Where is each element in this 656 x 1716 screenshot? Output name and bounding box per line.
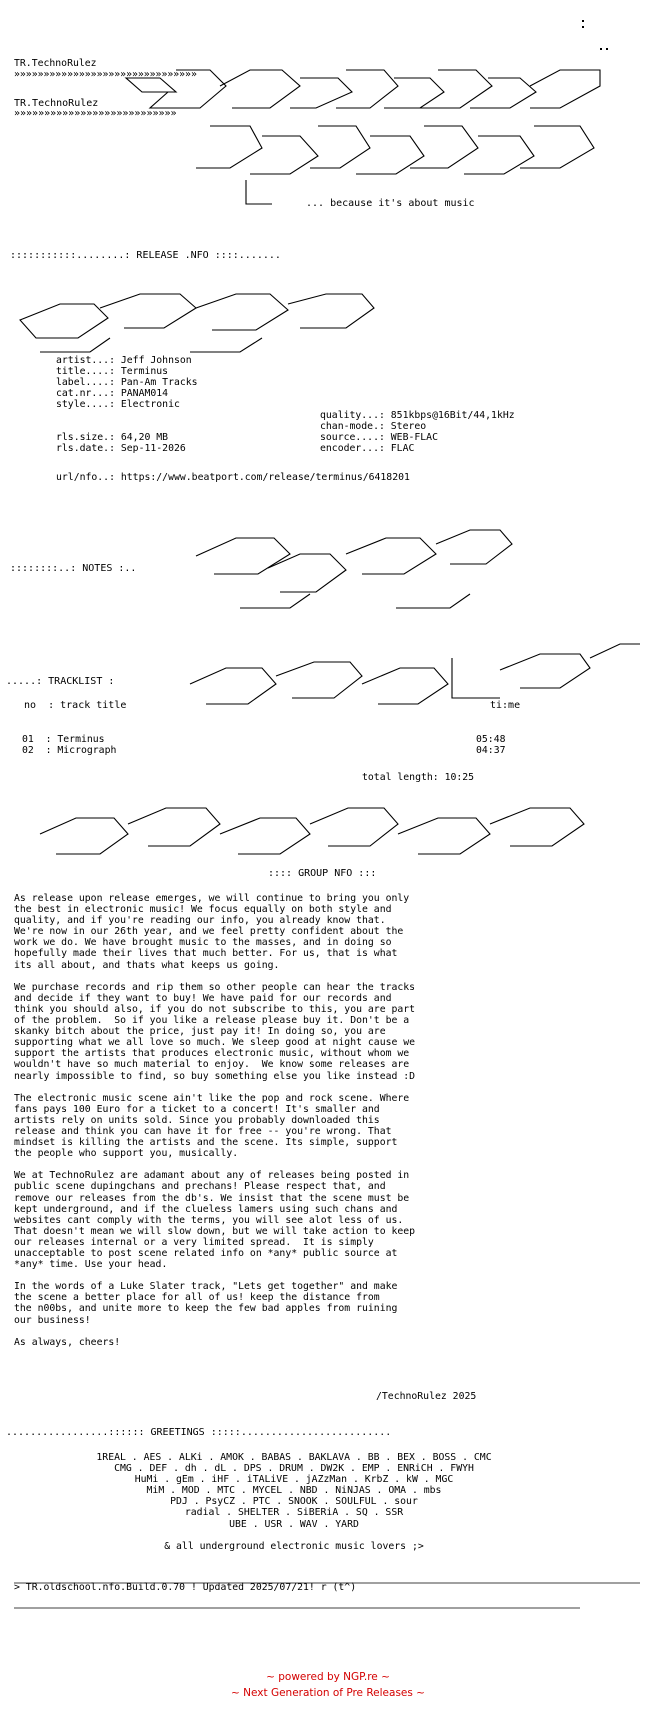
- source-label: source....:: [320, 432, 391, 444]
- col-no: no: [24, 700, 37, 711]
- rlsdate-label: rls.date.:: [56, 443, 121, 455]
- track-no: 01: [22, 734, 34, 745]
- greetings-line: MiM . MOD . MTC . MYCEL . NBD . NiNJAS . OMA . mbs: [146, 1485, 442, 1497]
- group-paragraph-5: In the words of a Luke Slater track, "Lets get together" and make the scene a better place for all of us! keep the distance from the n00bs, and unite more to keep the few bad apples from ruining our business!: [14, 1281, 398, 1326]
- tracklist-title: : TRACKLIST :: [36, 676, 115, 687]
- catnr-value: PANAM014: [120, 388, 169, 400]
- greetings-line: UBE . USR . WAV . YARD: [229, 1518, 359, 1530]
- group-paragraph-6: As always, cheers!: [14, 1336, 121, 1348]
- greetings-list: [14, 1452, 574, 1552]
- track-list: [22, 734, 502, 756]
- rlssize-value: 64,20 MB: [120, 432, 169, 443]
- group-tag: TR.TechnoRulez: [14, 58, 97, 70]
- group-paragraph-3: The electronic music scene ain't like the pop and rock scene. Where fans pays 100 Euro for a ticket to a concert! It's smaller and artists rely on units sold. Since you probably downloaded this release and think you can have it for free -- you're wrong. That mindset is killing the artists and the scene. Its simple, support the people who support you, musically.: [14, 1092, 410, 1160]
- url-value: https://www.beatport.com/release/terminus/6418201: [120, 472, 410, 483]
- title-label: title....:: [56, 366, 121, 378]
- greetings-line: HuMi . gEm . iHF . iTALiVE . jAZzMan . KrbZ . kW . MGC: [134, 1474, 454, 1486]
- greetings-line: radial . SHELTER . SiBERiA . SQ . SSR: [184, 1507, 404, 1519]
- quality-label: quality...:: [320, 410, 391, 421]
- header-rule: »»»»»»»»»»»»»»»»»»»»»»»»»»»»»»»: [14, 69, 197, 81]
- nfo-text: [14, 14, 654, 81]
- release-nfo-header-line: :::::::::::........: RELEASE .NFO ::::.......: [10, 250, 281, 261]
- header-row: [14, 36, 85, 47]
- powered-by-text: ~ powered by NGP.re ~: [266, 1671, 390, 1683]
- rlssize-label: rls.size.:: [56, 432, 121, 443]
- chanmode-label: chan-mode.:: [320, 421, 391, 433]
- greetings-title: :::::: GREETINGS :::::: [108, 1427, 241, 1438]
- tech-info-left: [56, 432, 656, 454]
- tagline: ... because it's about music: [306, 198, 475, 209]
- col-title: : track title: [48, 700, 127, 711]
- technorulez-logo-art: [126, 70, 600, 204]
- group-tag-text: TR.TechnoRulez: [14, 98, 99, 109]
- label-label: label....:: [56, 377, 121, 389]
- track-row: 01 : Terminus: [22, 734, 105, 745]
- tracklist-header-line: .....: TRACKLIST :: [6, 676, 115, 687]
- label-value: Pan-Am Tracks: [120, 377, 198, 389]
- encoder-value: FLAC: [390, 443, 415, 455]
- group-logo-art: [40, 808, 584, 854]
- track-title: Micrograph: [57, 745, 117, 757]
- greetings-closing: & all underground electronic music lovers ;>: [164, 1540, 424, 1552]
- footer-tagline: ~ Next Generation of Pre Releases ~: [231, 1687, 425, 1699]
- signature: /TechnoRulez 2025: [376, 1391, 477, 1402]
- chanmode-value: Stereo: [390, 421, 427, 433]
- track-time: 05:48: [476, 734, 506, 745]
- title-value: Terminus: [120, 366, 169, 378]
- notes-title: : NOTES :: [70, 563, 125, 574]
- greetings-line: 1REAL . AES . ALKi . AMOK . BABAS . BAKLAVA . BB . BEX . BOSS . CMC: [96, 1452, 492, 1463]
- group-paragraph-4: We at TechnoRulez are adamant about any of releases being posted in public scene dupingchans and prechans! Please respect that, and remove our releases from the db's. We insist that the scene must be kept underground, and if the clueless lamers using such chans and websites cant comply with the terms, you will see alot less of us. That doesn't mean we will slow down, but we will take action to keep our releases internal or a very limited spread. It is simply unacceptable to post scene related info on *any* public source at *any* time. Use your head.: [14, 1170, 416, 1271]
- encoder-label: encoder...:: [320, 443, 391, 455]
- greetings-line: CMG . DEF . dh . dL . DPS . DRUM . DW2K . EMP . ENRiCH . FWYH: [114, 1463, 474, 1475]
- artist-value: Jeff Johnson: [120, 355, 192, 366]
- notes-header-line: ::::::::..: NOTES :..: [10, 563, 137, 574]
- col-time: ti:me: [490, 700, 521, 711]
- style-value: Electronic: [120, 399, 180, 411]
- group-nfo-header: :::: GROUP NFO :::: [268, 868, 377, 879]
- url-label: url/nfo..:: [56, 472, 121, 483]
- track-times: [476, 734, 536, 756]
- track-no: 02: [22, 745, 34, 757]
- tracklist-columns: [24, 700, 126, 711]
- source-value: WEB-FLAC: [390, 432, 438, 444]
- total-length: total length: 10:25: [362, 772, 475, 783]
- url-line: [56, 472, 656, 483]
- quality-value: 851kbps@16Bit/44,1kHz: [390, 410, 515, 421]
- artist-label: artist...:: [56, 355, 121, 366]
- greetings-line: PDJ . PsyCZ . PTC . SNOOK . SOULFUL . sour: [170, 1496, 418, 1508]
- greetings-header: .................:::::: GREETINGS :::::.........................: [6, 1427, 392, 1438]
- status-bar: > TR.oldschool.nfo.Build.0.70 ! Updated 2025/07/21! r (t^): [14, 1582, 357, 1593]
- group-nfo-body: [14, 893, 574, 1348]
- track-row: 02 : Micrograph: [22, 745, 117, 757]
- release-logo-art: [20, 294, 374, 352]
- track-title: Terminus: [57, 734, 105, 745]
- group-paragraph-2: We purchase records and rip them so other people can hear the tracks and decide if they want to buy! We have paid for our records and think you should also, if you do not subscribe to this, you are part of the problem. So if you like a release please buy it. Don't be a skanky bitch about the price, just pay it! In doing so, you are supporting what we all love so much. We sleep good at night cause we support the artists that produces electronic music, without whom we wouldn't have so much material to enjoy. We know some releases are nearly impossible to find, so buy something else you like instead :D: [14, 981, 416, 1082]
- tracklist-logo-art: [190, 644, 640, 704]
- catnr-label: cat.nr...:: [56, 388, 121, 400]
- release-nfo-title: : RELEASE .NFO :: [124, 250, 221, 261]
- notes-logo-art: [196, 530, 512, 608]
- style-label: style....:: [56, 399, 121, 411]
- release-info: [56, 355, 656, 410]
- track-time: 04:37: [476, 745, 506, 757]
- rlsdate-value: Sep-11-2026: [120, 443, 186, 455]
- header-arrows: »»»»»»»»»»»»»»»»»»»»»»»»»»»: [14, 108, 177, 119]
- group-paragraph-1: As release upon release emerges, we will continue to bring you only the best in electronic music! We focus equally on both style and quality, and if you're reading our info, you already know that. We're now in our 26th year, and we feel pretty confident about the work we do. We have brought music to the masses, and in doing so hopefully made their lives that much better. For us, that is what its all about, and thats what keeps us going.: [14, 893, 410, 971]
